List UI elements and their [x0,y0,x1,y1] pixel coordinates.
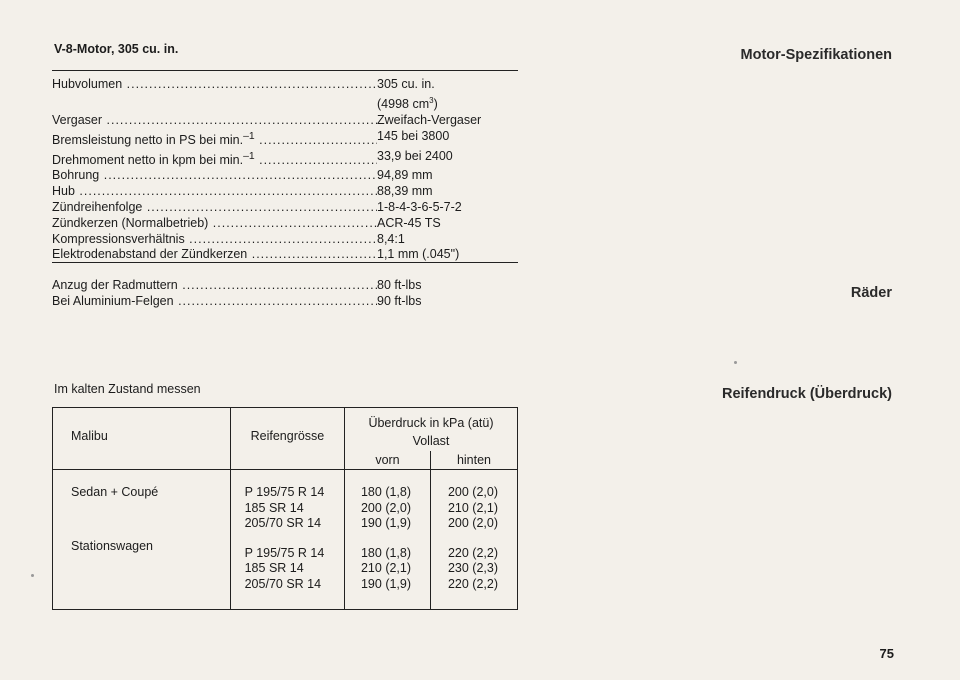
superscript: –1 [243,130,255,142]
spec-label: Vergaser [52,112,103,127]
spec-value: 1-8-4-3-6-5-7-2 [377,200,462,215]
spec-value: 80 ft-lbs [377,278,422,292]
spec-label: Kompressionsverhältnis [52,231,185,246]
header-rear: hinten [456,453,492,467]
tire-pressure-heading: Reifendruck (Überdruck) [721,386,892,402]
divider [52,262,518,263]
spec-row [52,200,522,216]
superscript: 3 [429,95,434,105]
spec-row [52,129,522,149]
spec-value: 33,9 bei 2400 [377,148,453,163]
tire-size: 185 SR 14 [244,500,304,515]
divider [52,70,518,71]
spec-value-close: ) [433,96,438,111]
engine-spec-list [52,77,522,263]
spec-label: Zündkerzen (Normalbetrieb) [52,215,209,230]
header-model: Malibu [53,408,231,470]
spec-label: Bohrung [52,168,100,183]
spec-row [52,232,522,248]
header-size: Reifengrösse [230,408,344,470]
rear-pressure: 220 (2,2) [447,545,498,560]
front-pressure: 200 (2,0) [360,500,412,515]
model-name: Sedan + Coupé [71,485,159,499]
tire-size: 205/70 SR 14 [244,516,322,530]
spec-value: 305 cu. in. [377,77,435,91]
rear-pressure: 200 (2,0) [447,516,498,530]
spec-label: Bei Aluminium-Felgen [52,293,174,308]
spec-value: 1,1 mm (.045") [377,247,460,262]
front-pressure: 190 (1,9) [360,576,412,591]
paper-speck [734,361,737,364]
spec-value: 94,89 mm [377,168,433,183]
tire-size: 185 SR 14 [244,561,304,575]
spec-row [52,113,522,129]
rear-pressure: 220 (2,2) [447,576,498,591]
spec-value: 90 ft-lbs [377,293,422,308]
spec-row [52,247,522,263]
spec-row [52,216,522,232]
spec-row [52,294,522,310]
spec-value-metric: (4998 cm [377,96,430,111]
spec-row [52,77,522,113]
spec-row [52,149,522,169]
spec-label: Drehmoment netto in kpm bei min. [52,152,244,167]
tire-size: 205/70 SR 14 [244,576,322,591]
tire-size: P 195/75 R 14 [244,485,325,499]
front-pressure: 180 (1,8) [360,485,412,499]
header-load: Vollast [412,434,450,448]
motor-heading: Motor-Spezifikationen [740,47,892,63]
measure-note: Im kalten Zustand messen [54,382,201,396]
spec-value: 8,4:1 [377,231,405,246]
spec-label: Bremsleistung netto in PS bei min. [52,132,244,147]
spec-value: 145 bei 3800 [377,128,450,143]
front-pressure: 180 (1,8) [360,545,412,560]
tire-pressure-table [52,407,518,610]
spec-value: Zweifach-Vergaser [377,112,482,127]
spec-value: 88,39 mm [377,184,433,199]
front-pressure: 210 (2,1) [360,561,412,575]
spec-label: Elektrodenabstand der Zündkerzen [52,247,248,262]
spec-label: Zündreihenfolge [52,200,143,215]
rear-pressure: 230 (2,3) [447,561,498,575]
model-name: Stationswagen [71,539,154,553]
rear-pressure: 210 (2,1) [447,500,498,515]
rear-pressure: 200 (2,0) [447,485,498,499]
spec-label: Anzug der Radmuttern [52,278,178,292]
engine-title: V-8-Motor, 305 cu. in. [54,42,179,56]
header-front: vorn [345,451,431,469]
wheels-heading: Räder [850,285,892,301]
spec-value: ACR-45 TS [377,215,441,230]
spec-row [52,168,522,184]
spec-row [52,278,522,294]
page-number: 75 [879,646,894,661]
paper-speck [31,574,34,577]
superscript: –1 [243,150,255,162]
tire-size: P 195/75 R 14 [244,545,325,560]
spec-row [52,184,522,200]
front-pressure: 190 (1,9) [360,516,412,530]
spec-label: Hubvolumen [52,77,123,91]
spec-label: Hub [52,184,75,199]
wheel-spec-list [52,278,522,310]
header-pressure: Überdruck in kPa (atü) [368,416,494,430]
